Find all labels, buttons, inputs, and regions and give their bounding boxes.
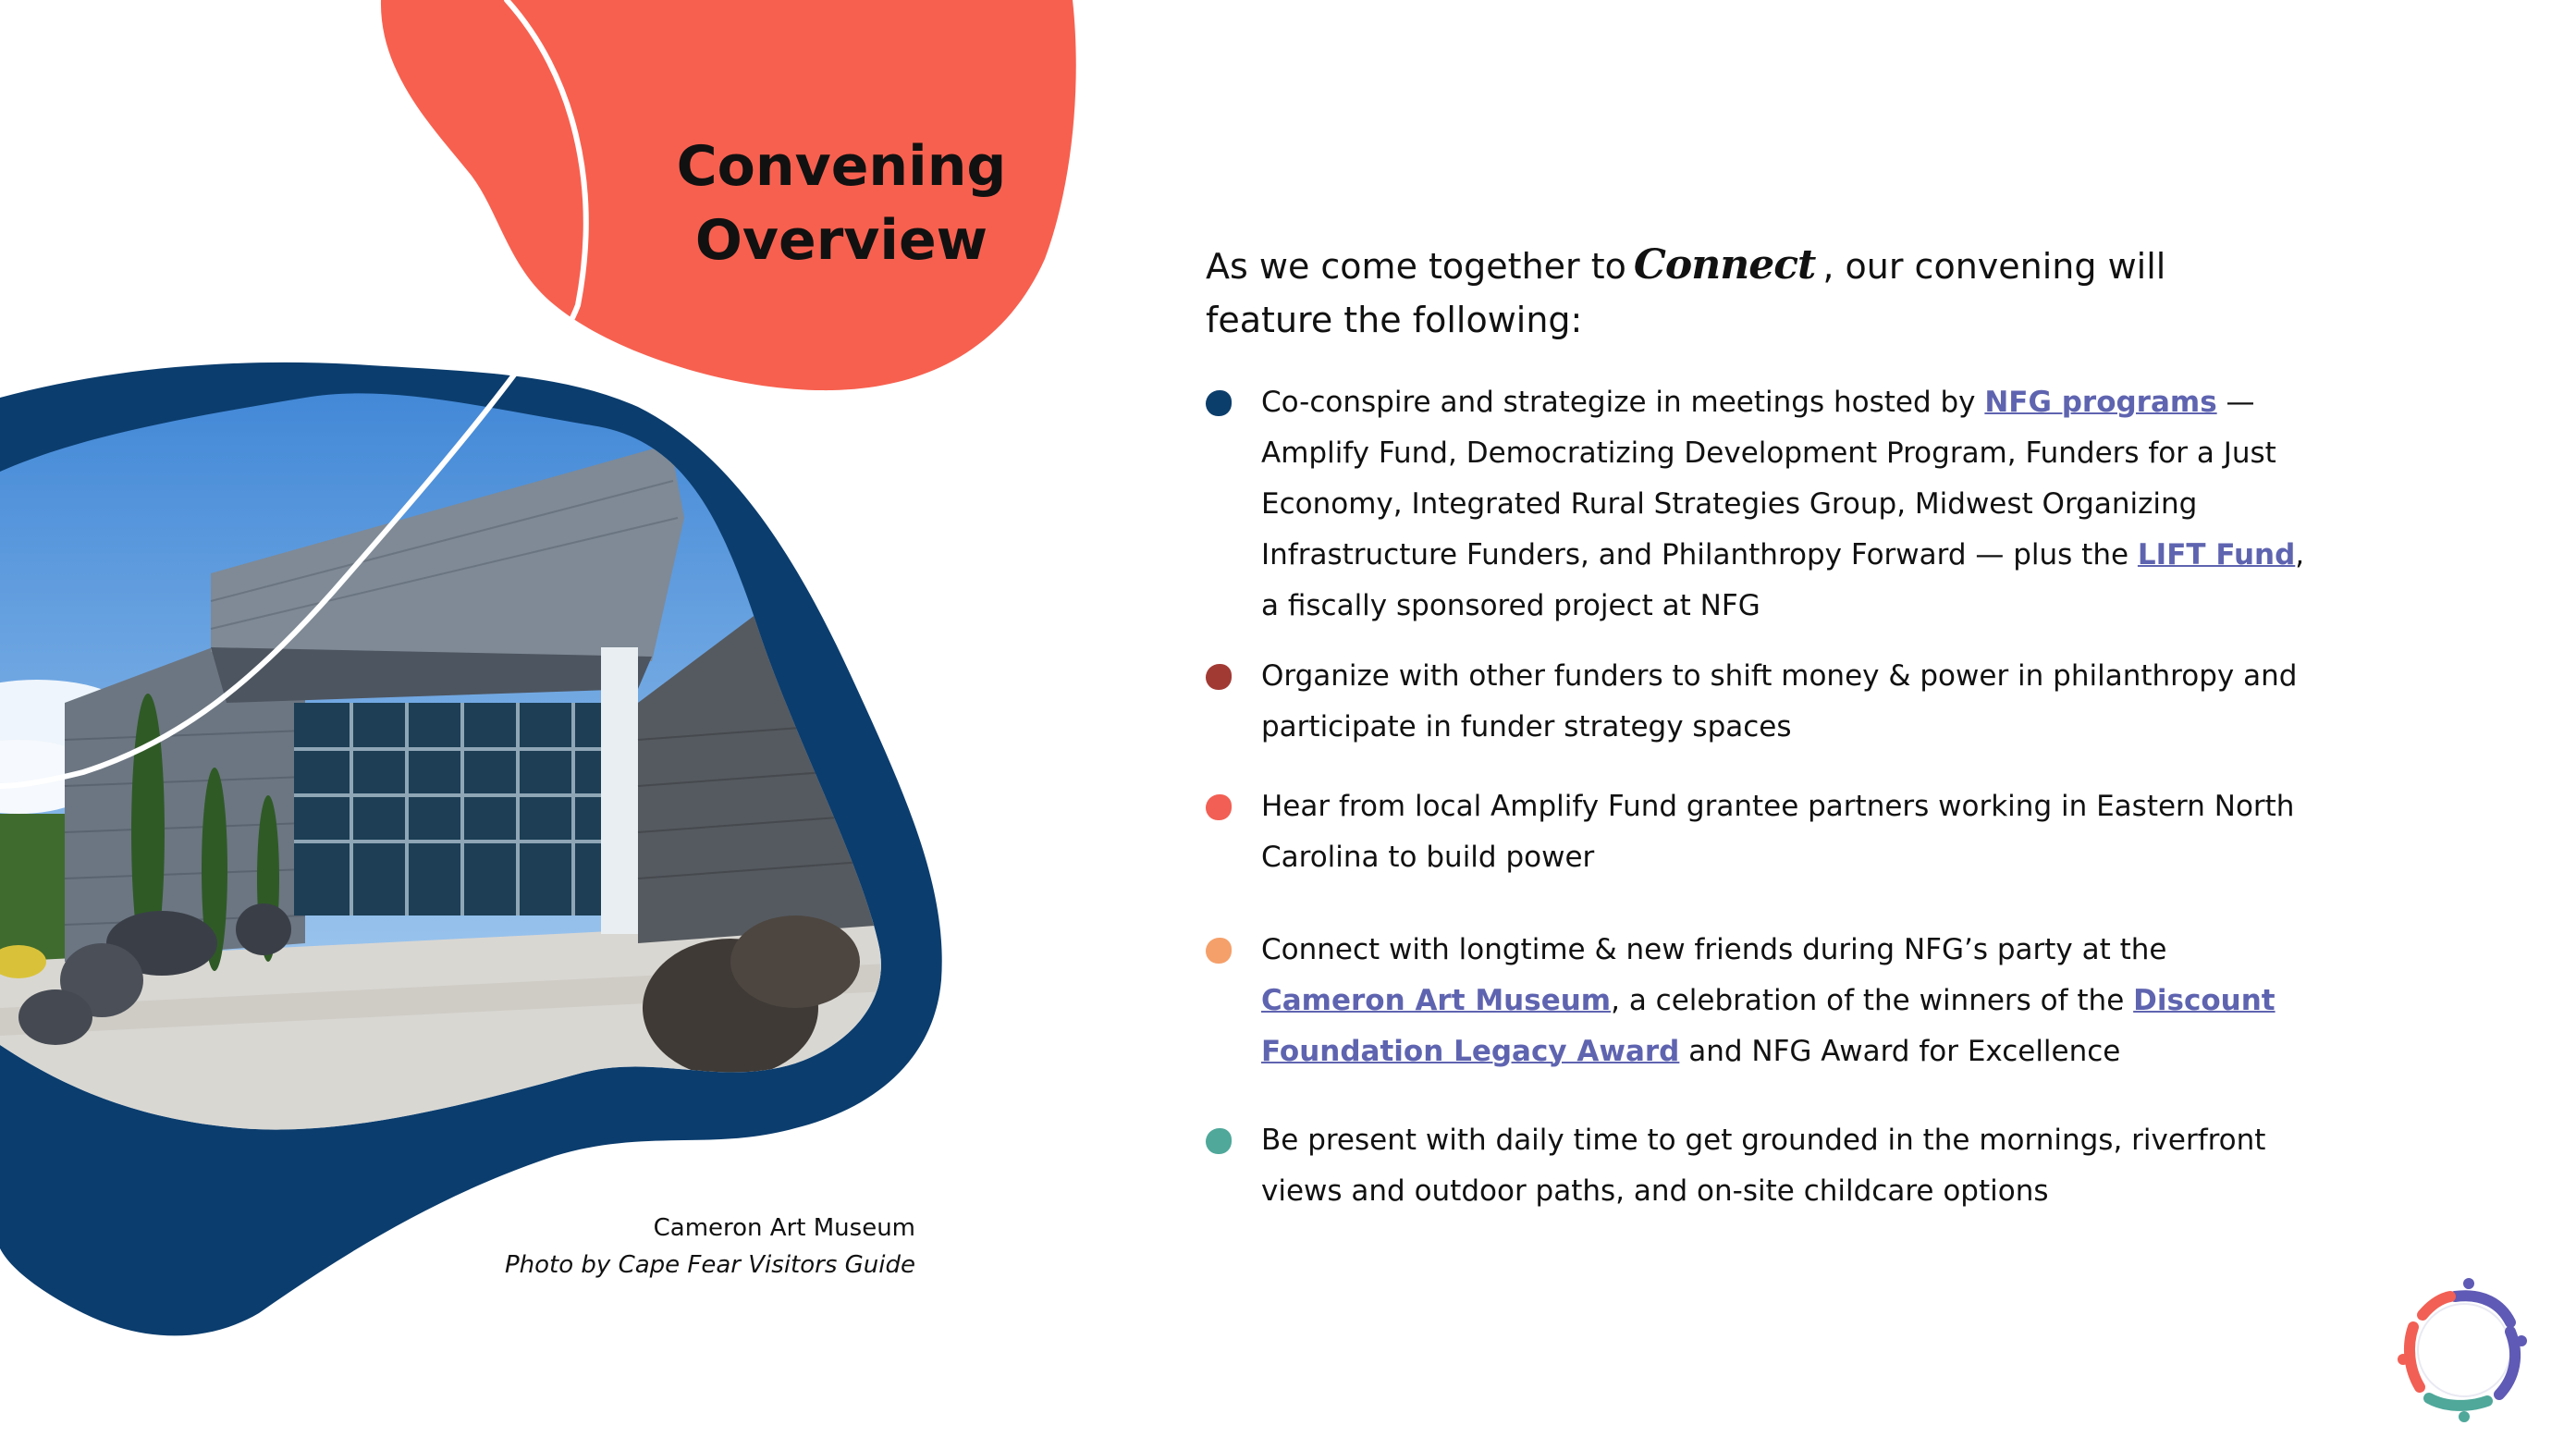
nfg-logo [2398,1278,2527,1422]
feature-text [1261,377,2315,632]
feature-text-segment: , a fiscally sponsored project at NFG [1261,538,2305,622]
caption-name: Cameron Art Museum [653,1214,915,1242]
feature-text [1261,1115,2315,1217]
feature-text-segment: and NFG Award for Excellence [1679,1035,2121,1068]
feature-text [1261,651,2315,753]
feature-text [1261,925,2315,1077]
feature-text-segment: Connect with longtime & new friends during NFG’s party at the [1261,933,2167,966]
intro-before: As we come together to [1206,246,1626,287]
feature-text [1261,781,2315,883]
feature-text-segment: Hear from local Amplify Fund grantee partners working in Eastern North Carolina to build power [1261,790,2295,874]
slide-title [647,129,1036,277]
intro-paragraph [1206,239,2223,347]
bullet-dot-icon [1206,390,1232,416]
title-line-2: Overview [694,208,988,273]
feature-text-segment: , a celebration of the winners of the [1611,984,2134,1017]
bullet-dot-icon [1206,1128,1232,1154]
caption-credit: Photo by Cape Fear Visitors Guide [504,1251,915,1279]
museum-photo [0,370,925,1156]
bullet-dot-icon [1206,664,1232,690]
feature-link[interactable]: LIFT Fund [2137,538,2296,571]
photo-caption [407,1210,915,1284]
feature-link[interactable]: Discount Foundation Legacy Award [1261,984,2275,1068]
intro-after: , our convening will feature the following: [1206,246,2166,340]
feature-link[interactable]: NFG programs [1984,386,2217,419]
feature-text-segment: Be present with daily time to get grounded in the mornings, riverfront views and outdoor paths, and on-site childcare options [1261,1124,2266,1208]
bullet-dot-icon [1206,938,1232,964]
feature-text-segment: — Amplify Fund, Democratizing Development Program, Funders for a Just Economy, Integrated Rural Strategies Group, Midwest Organizing Infrastructure Funders, and Philanthropy Forward — plus the [1261,386,2276,571]
bullet-dot-icon [1206,794,1232,820]
feature-link[interactable]: Cameron Art Museum [1261,984,1612,1017]
feature-text-segment: Organize with other funders to shift money & power in philanthropy and participate in funder strategy spaces [1261,659,2298,743]
feature-text-segment: Co-conspire and strategize in meetings hosted by [1261,386,1985,419]
title-line-1: Convening [676,134,1007,199]
connect-wordmark: Connect [1633,241,1816,289]
